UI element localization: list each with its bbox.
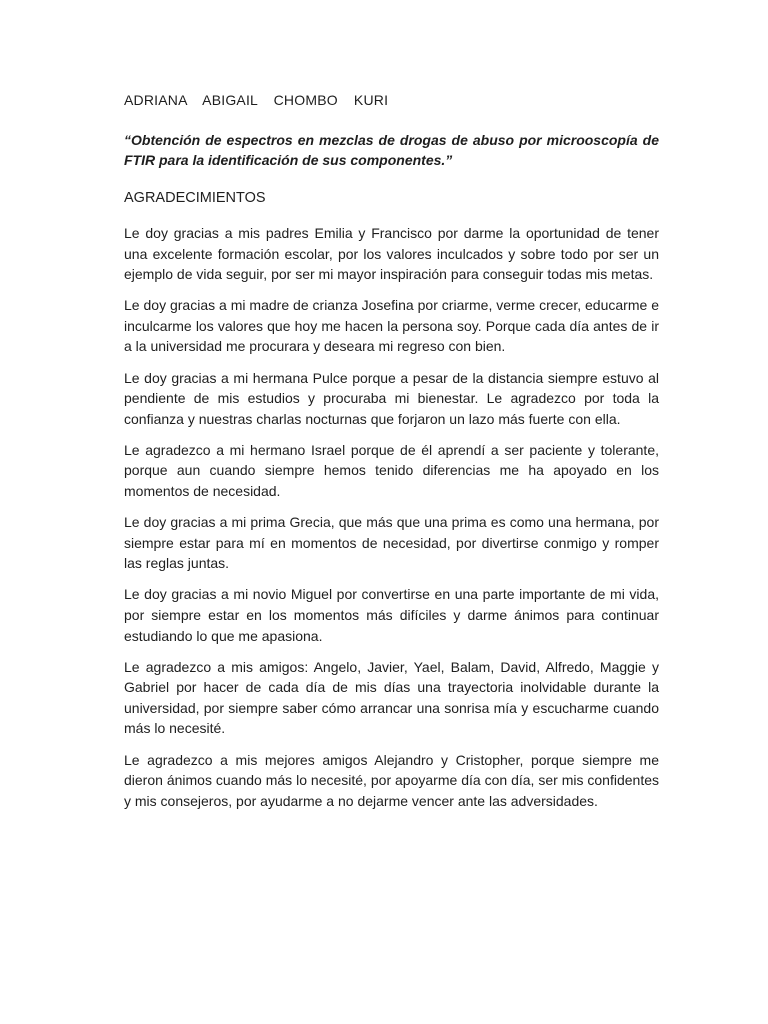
author-name: ADRIANA ABIGAIL CHOMBO KURI	[124, 92, 389, 108]
paragraph-1: Le doy gracias a mis padres Emilia y Francisco por darme la oportunidad de tener una excelente formación escolar, por los valores inculcados y sobre todo por ser un ejemplo de vida seguir, por ser mi mayor inspiración para conseguir todas mis metas.	[124, 225, 659, 283]
paragraph-2: Le doy gracias a mi madre de crianza Josefina por criarme, verme crecer, educarme e inculcarme los valores que hoy me hacen la persona soy. Porque cada día antes de ir a la universidad me procurara y deseara mi regreso con bien.	[124, 297, 659, 355]
paragraph-7: Le agradezco a mis amigos: Angelo, Javier, Yael, Balam, David, Alfredo, Maggie y Gabriel por hacer de cada día de mis días una trayectoria inolvidable durante la universidad, por siempre saber cómo arrancar una sonrisa mía y escucharme cuando más lo necesité.	[124, 658, 659, 737]
paragraph-8: Le agradezco a mis mejores amigos Alejandro y Cristopher, porque siempre me dieron ánimos cuando más lo necesité, por apoyarme día con día, ser mis confidentes y mis consejeros, por ayudarme a no dejarme vencer ante las adversidades.	[124, 751, 659, 809]
paragraph-6: Le doy gracias a mi novio Miguel por convertirse en una parte importante de mi vida, por siempre estar en los momentos más difíciles y darme ánimos para continuar estudiando lo que me apasiona.	[124, 586, 659, 644]
section-heading: AGRADECIMIENTOS	[124, 190, 266, 206]
document-page	[124, 90, 659, 822]
paragraph-4: Le agradezco a mi hermano Israel porque de él aprendí a ser paciente y tolerante, porque aun cuando siempre hemos tenido diferencias me ha apoyado en los momentos de necesidad.	[124, 441, 659, 500]
thesis-title: “Obtención de espectros en mezclas de drogas de abuso por microoscopía de FTIR para la identificación de sus componentes.”	[124, 132, 659, 168]
paragraph-3: Le doy gracias a mi hermana Pulce porque a pesar de la distancia siempre estuvo al pendiente de mis estudios y procuraba mi bienestar. Le agradezco por toda la confianza y nuestras charlas nocturnas que forjaron un lazo más fuerte con ella.	[124, 369, 659, 427]
paragraph-5: Le doy gracias a mi prima Grecia, que más que una prima es como una hermana, por siempre estar para mí en momentos de necesidad, por divertirse conmigo y romper las reglas juntas.	[124, 514, 659, 572]
